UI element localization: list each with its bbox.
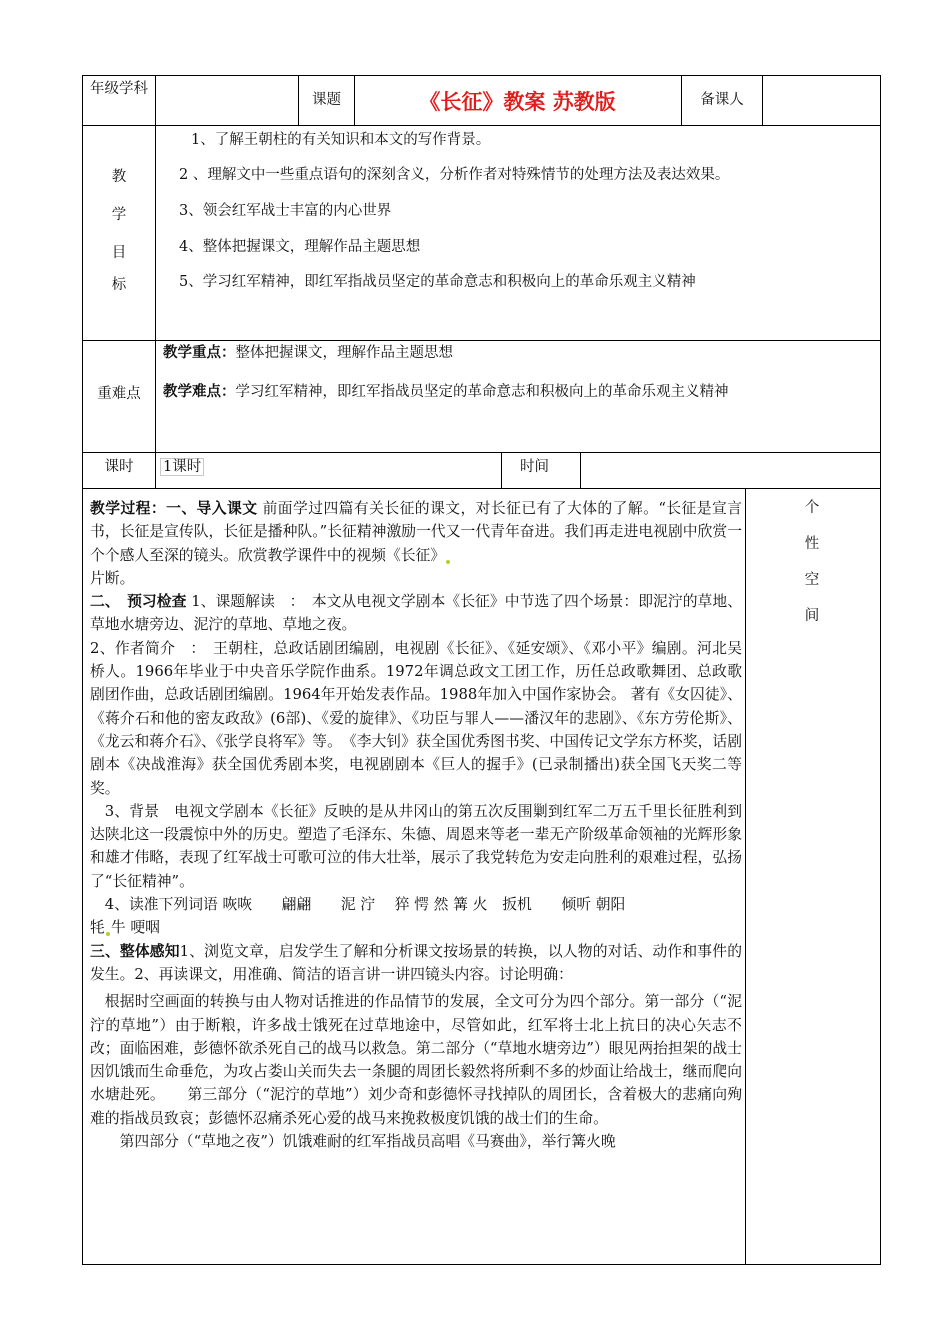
teaching-process (90, 497, 742, 1153)
analysis-text-c: “泥泞的草地”）刘少奇和彭德怀寻找掉队的周团长，含着极大的悲痛向殉难的指战员致哀；彭德怀忍痛杀死心爱的战马来挽救极度饥饿的战士们的生命。 (90, 1086, 742, 1127)
marker-dot (446, 560, 450, 564)
section-preview (90, 590, 742, 637)
difficulty-text: 学习红军精神，即红军指战员坚定的革命意志和积极向上的革命乐观主义精神 (235, 384, 729, 400)
intro-text-2: 个个感人至深的镜头。欣赏教学课件中的视频《长征》 (90, 546, 446, 564)
label-column-divider (155, 125, 156, 488)
section-3-heading: 三、整体感知 (90, 942, 180, 960)
hours-label: 课时 (104, 459, 134, 475)
table-border-right (880, 75, 881, 1265)
header-divider-e (762, 75, 763, 125)
page-title: 《长征》教案 苏教版 (419, 90, 616, 114)
lesson-label: 课题 (312, 92, 341, 108)
words-text-2b: 牛 哽咽 (110, 919, 160, 937)
table-border-left (82, 75, 83, 1265)
row-divider-1 (82, 125, 881, 126)
goal-item: 1、了解王朝柱的有关知识和本文的写作背景。 (191, 132, 491, 148)
personal-space-char: 性 (804, 536, 820, 552)
intro-text-3: 片断。 (90, 569, 135, 587)
author-intro (90, 637, 742, 800)
section-overview (90, 940, 742, 987)
author-text: 2、作者简介 ： 王朝柱，总政话剧团编剧，电视剧《长征》、《延安颂》、《邓小平》编剧。河北吴桥人。1966年毕业于中央音乐学院作曲系。1972年调总政文工团工作，历任总政歌舞团、总政歌剧团作曲，总政话剧团编剧。1964年开始发表作品。1988年加入中国作家协会。 著有《女囚徒》、《蒋介石和他的密友政 (90, 639, 742, 727)
analysis-text: 根据时空画面的转换与由人物对话推进的作品情节的发展，全文可分为四个部分。第一部分（“泥泞 (90, 993, 742, 1034)
goal-item: 5、学习红军精神，即红军指战员坚定的革命意志和积极向上的革命乐观主义精神 (179, 274, 696, 290)
grade-subject-label: 年级学科 (90, 81, 148, 97)
personal-space-char: 个 (804, 500, 820, 516)
goals-label-char: 目 (111, 245, 127, 261)
table-border-bottom (82, 1264, 881, 1265)
author-text-2: 敌》(6部)、《爱的旋律》、《功臣与罪人——潘汉年的悲剧》、《东方劳伦斯》、《龙云和蒋介石》、《张学良将军》等。 《李大钊》获全国优秀图书奖、中国传记文学东方杯奖，话剧剧本《决战淮海》获全国优秀剧本奖，电视剧剧本《巨人的握手》(已录制播出)获全国飞天奖二等奖。 (90, 709, 742, 797)
time-label: 时间 (520, 459, 549, 475)
section-2-heading: 二、 预习检查 (90, 593, 187, 611)
personal-space-divider (745, 488, 746, 1265)
row-divider-2 (82, 340, 881, 341)
row-divider-3 (82, 452, 881, 453)
personal-space-char: 间 (804, 608, 820, 624)
schedule-divider-a (501, 452, 502, 488)
analysis-paragraph-2: 第四部分（“草地之夜”）饥饿难耐的红军指战员高唱《马赛曲》，举行篝火晚 (119, 1133, 616, 1151)
goal-item: 2 、理解文中一些重点语句的深刻含义，分析作者对特殊情节的处理方法及表达效果。 (179, 167, 730, 183)
preparer-label: 备课人 (700, 92, 744, 108)
process-intro (90, 497, 742, 590)
process-heading: 教学过程：一、导入课文 (90, 500, 258, 517)
difficulty-line (163, 382, 729, 402)
goals-label-char: 学 (111, 207, 127, 223)
section-2-text: 1、课题解读 ： 本文从电视文学剧本《长征》中节选了四个场景：即泥泞的草地、草地水塘旁边、泥泞的草地、草地之夜。 (90, 593, 742, 634)
goal-item: 3、领会红军战士丰富的内心世界 (179, 203, 392, 219)
analysis-paragraph (90, 990, 742, 1130)
words-text-2a: 牦 (90, 919, 105, 937)
background-paragraph: 3、背景 电视文学剧本《长征》反映的是从井冈山的第五次反围剿到红军二万五千里长征胜利到达陕北这一段震惊中外的历史。塑造了毛泽东、朱德、周恩来等老一辈无产阶级革命领袖的光辉形象和雄才伟略，表现了红军战士可歌可泣的伟大壮举，展示了我党转危为安走向胜利的艰难过程，弘扬了“长征精神”。 (90, 802, 742, 890)
header-divider-a (155, 75, 156, 125)
difficulty-label: 教学难点： (163, 383, 236, 400)
focus-label: 教学重点： (163, 344, 236, 361)
row-divider-4 (82, 488, 881, 489)
section-3-text: 1、浏览文章，启发学生了解和分析课文按场景的转换，以人物的对话、动作和事件的发生。2、再读课文，用准确、简洁的语言讲一讲四镜头内容。讨论明确： (90, 942, 742, 983)
focus-line (163, 343, 453, 363)
focus-text: 整体把握课文，理解作品主题思想 (235, 345, 453, 361)
schedule-divider-b (580, 452, 581, 488)
goals-label-char: 教 (111, 169, 127, 185)
key-points-label: 重难点 (97, 386, 141, 402)
marker-dot (106, 932, 110, 936)
goal-item: 4、整体把握课文，理解作品主题思想 (179, 239, 421, 255)
analysis-text-b: 的草地”）由于断粮，许多战士饿死在过草地途中，尽管如此，红军将士北上抗日的决心矢志不改；面临困难，彭德怀欲杀死自己的战马以救急。第二部分（“草地水塘旁边”）眼见两抬担架的战士因饥饿而生命垂危，为攻占娄山关而失去一条腿的周团长毅然将所剩不多的炒面让给战士，继而爬向水塘赴死。 第三部分（ (90, 1016, 742, 1104)
goals-label-char: 标 (111, 277, 127, 293)
personal-space-char: 空 (804, 572, 820, 588)
words-paragraph (90, 893, 742, 940)
hours-value (160, 457, 204, 477)
hours-value-text: 1课时 (160, 458, 204, 476)
words-text: 4、读准下列词语 咴咴 翩翩 泥 泞 猝 愕 然 篝 火 扳机 倾听 朝阳 (104, 896, 626, 914)
intro-text: 前面学过四篇有关长征的课文，对长征已有了大体的了解。“长征是宣言书，长征是宣传队，长征是播种队。”长征精神激励一代又一代青年奋进。我们再走进电视剧中欣赏一 (90, 500, 742, 541)
